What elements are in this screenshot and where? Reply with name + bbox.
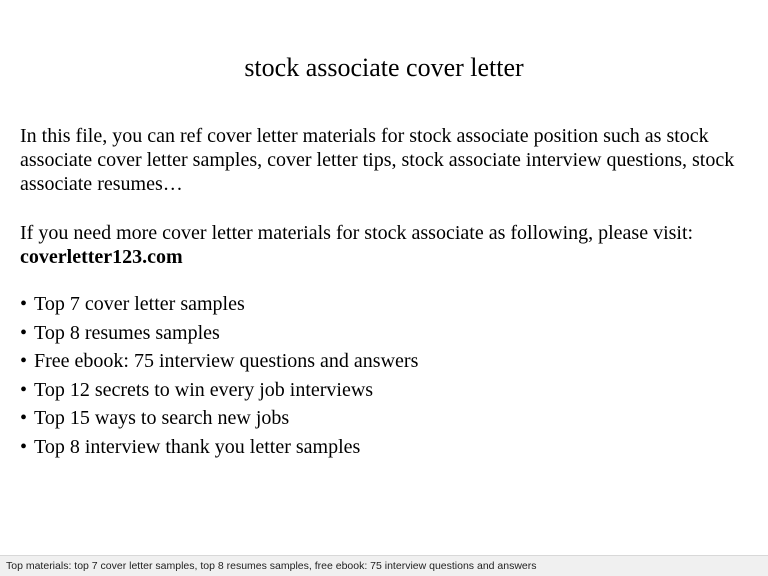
bullet-icon: • (20, 378, 28, 401)
list-item-text: Top 7 cover letter samples (34, 293, 245, 315)
bullet-icon: • (20, 435, 28, 458)
list-item (20, 433, 418, 462)
list-item (20, 319, 418, 348)
materials-list (20, 290, 418, 461)
bullet-icon: • (20, 293, 28, 315)
list-item (20, 290, 418, 319)
slide-title: stock associate cover letter (244, 53, 524, 82)
list-item (20, 404, 418, 433)
visit-paragraph (20, 221, 755, 269)
list-item (20, 376, 418, 405)
list-item-text: Top 12 secrets to win every job interviews (34, 378, 374, 401)
list-item-text: Top 8 resumes samples (34, 321, 220, 344)
website-link[interactable]: coverletter123.com (20, 246, 183, 268)
list-item-text: Free ebook: 75 interview questions and answers (34, 350, 419, 372)
list-item-text: Top 15 ways to search new jobs (34, 407, 290, 429)
list-item-text: Top 8 interview thank you letter samples (34, 435, 361, 458)
footer-bar (0, 555, 768, 576)
visit-text: If you need more cover letter materials for stock associate as following, please visit: (20, 222, 694, 244)
bullet-icon: • (20, 407, 28, 429)
list-item (20, 347, 418, 376)
footer-text: Top materials: top 7 cover letter samples, top 8 resumes samples, free ebook: 75 interview questions and answers (6, 560, 537, 572)
bullet-icon: • (20, 321, 28, 344)
intro-paragraph: In this file, you can ref cover letter materials for stock associate position such as stock associate cover letter samples, cover letter tips, stock associate interview questions, stock associate resumes… (20, 125, 735, 195)
bullet-icon: • (20, 350, 28, 372)
